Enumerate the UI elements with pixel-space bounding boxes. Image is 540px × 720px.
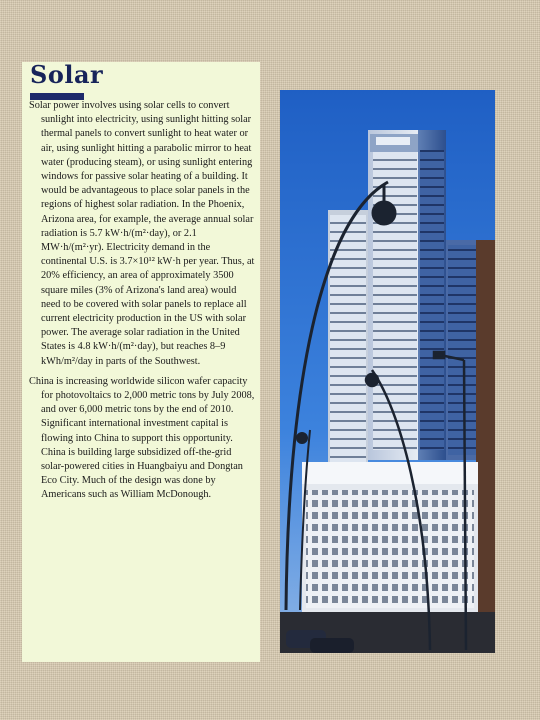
body-text xyxy=(29,99,255,509)
slide-title: Solar xyxy=(30,60,104,89)
paragraph-solar-power: Solar power involves using solar cells to convert sunlight into electricity, using sunlight hitting solar thermal panels to convert sunlight to heat water or air, using sunlight hitting a parabolic mirror to heat water (producing steam), or using sunlight entering windows for passive solar heating of a building. It would be advantageous to place solar panels in the regions of highest solar radiation. In the Phoenix, Arizona area, for example, the average annual solar radiation is 5.7 kW·h/(m²·day), or 2.1 MW·h/(m²·yr). Electricity demand in the continental U.S. is 3.7×10¹² kW·h per year. Thus, at 20% efficiency, an area of approximately 3500 square miles (3% of Arizona's land area) would need to be covered with solar panels to replace all current electricity production in the US with solar power. The average solar radiation in the United States is 4.8 kW·h/(m²·day), but reaches 8–9 kWh/m²/day in parts of the Southwest. xyxy=(29,100,255,367)
car xyxy=(310,638,354,653)
tower-photo xyxy=(280,90,495,653)
low-rise-building xyxy=(302,462,478,612)
brick-building xyxy=(476,240,495,653)
paragraph-china: China is increasing worldwide silicon wafer capacity for photovoltaics to 2,000 metric tons by July 2008, and over 6,000 metric tons by the end of 2010. Significant international investment capital is flowing into China to support this opportunity. China is building large subsidized off-the-grid solar-powered cities in Huangbaiyu and Dongtan Eco City. Much of the design was done by Americans such as William McDonough. xyxy=(29,375,255,501)
